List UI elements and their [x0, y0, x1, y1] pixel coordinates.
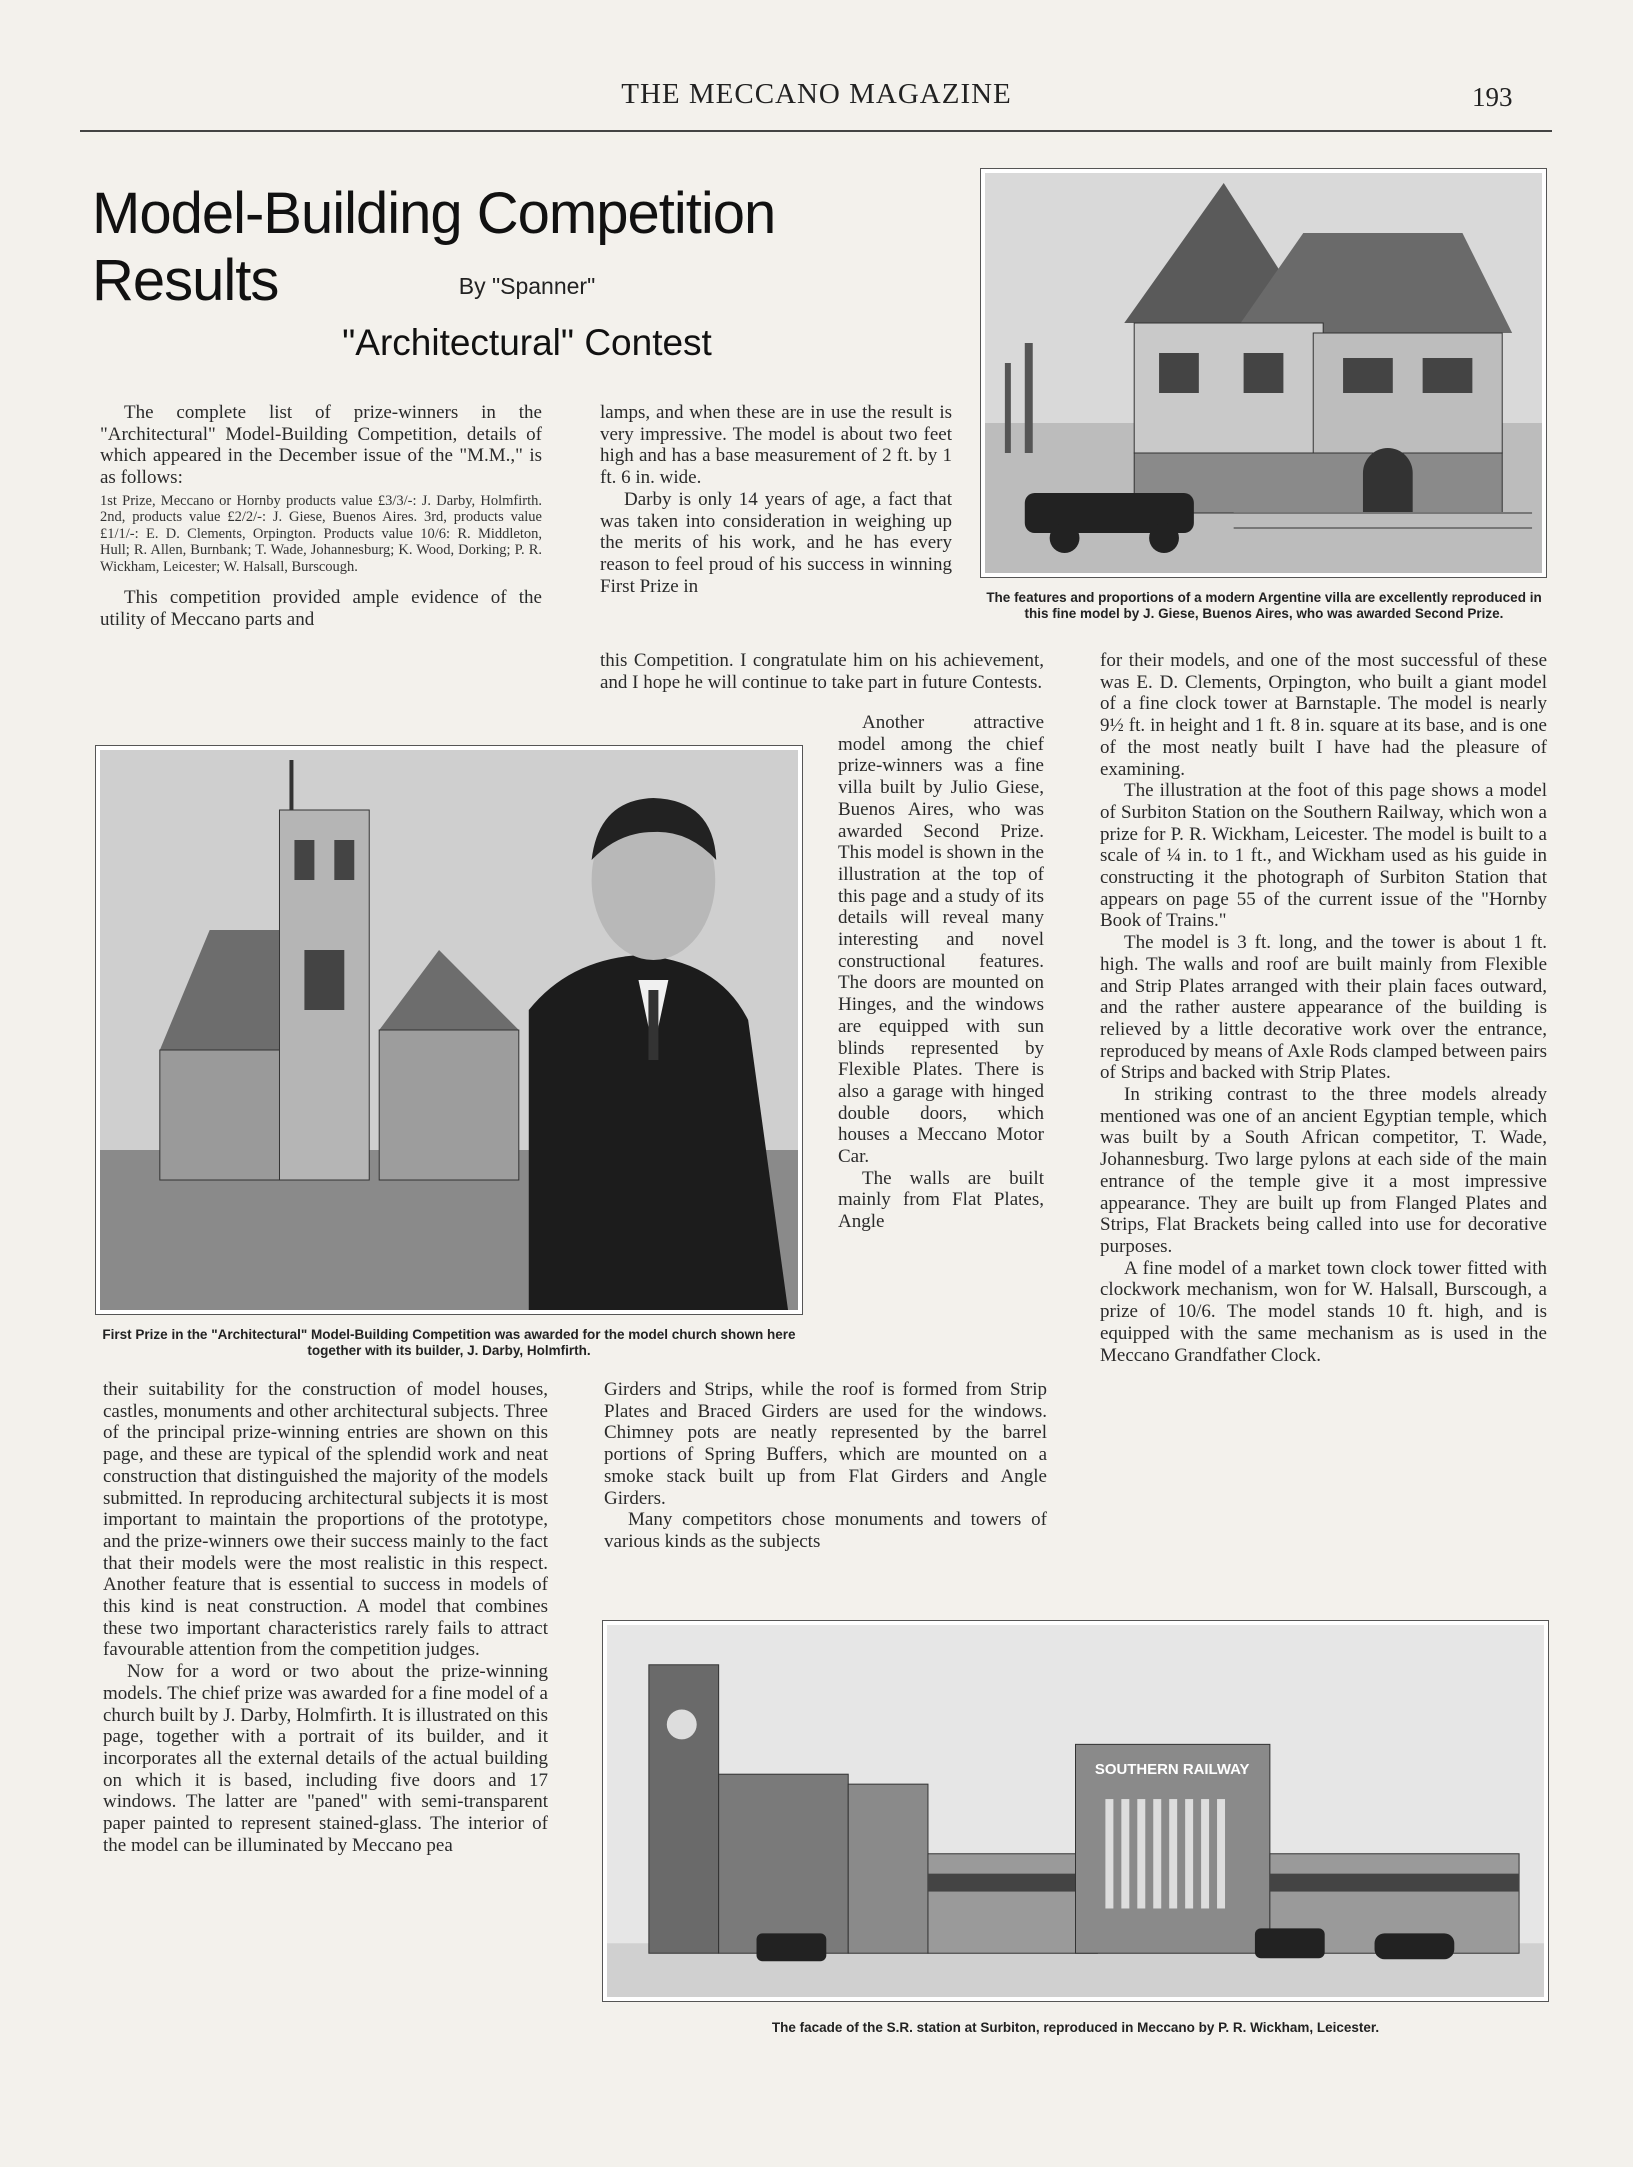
col1-bottom [103, 1379, 548, 1856]
col2-paragraph-4a: The walls are built mainly from Flat Plates, Angle [838, 1167, 1044, 1233]
article-subtitle: "Architectural" Contest [342, 322, 712, 363]
col2-paragraph-3: Another attractive model among the chief prize-winners was a fine villa built by Julio Giese, Buenos Aires, who was awarded Second Prize. This model is shown in the illustration at the top of this page and a study of its details will reveal many interesting and novel constructional features. The doors are mounted on Hinges, and the windows are equipped with sun blinds represented by Flexible Plates. There is also a garage with hinged double doors, which houses a Meccano Motor Car. [838, 712, 1044, 1168]
villa-caption: The features and proportions of a modern Argentine villa are excellently reproduced in this fine model by J. Giese, Buenos Aires, who was awarded Second Prize. [986, 590, 1542, 621]
magazine-title: THE MECCANO MAGAZINE [621, 78, 1012, 110]
station-sign-text: SOUTHERN RAILWAY [1094, 1761, 1250, 1779]
col3 [1100, 650, 1547, 1366]
villa-photo [980, 168, 1547, 578]
col3-paragraph-4: In striking contrast to the three models already mentioned was one of an ancient Egyptian temple, which was built by a South African competitor, T. Wade, Johannesburg. Two large pylons at each side of the main entrance of the temple give it a most impressive appearance. They are built up from Flanged Plates and Strips, Flat Brackets being called into use for decorative purposes. [1100, 1084, 1547, 1257]
col1-paragraph-3: their suitability for the construction of model houses, castles, monuments and other architectural subjects. Three of the principal prize-winning entries are shown on this page, and these are typical of the splendid work and neat construction that distinguished the majority of the models submitted. In reproducing architectural subjects it is most important to maintain the proportions of the prototype, and the prize-winners owe their success mainly to the fact that their models were the most realistic in this respect. Another feature that is essential to success in models of this kind is neat construction. A model that combines these two important characteristics rarely fails to attract favourable attention from the competition judges. [103, 1379, 548, 1661]
col2-paragraph-2b: this Competition. I congratulate him on his achievement, and I hope he will continue to take part in future Contests. [600, 650, 1044, 693]
col2-paragraph-1: lamps, and when these are in use the result is very impressive. The model is about two feet high and has a base measurement of 2 ft. by 1 ft. 6 in. wide. [600, 402, 952, 489]
col3-paragraph-5: A fine model of a market town clock tower fitted with clockwork mechanism, won for W. Halsall, Burscough, a prize of 10/6. The model stands 10 ft. high, and is equipped with the same mechanism as is used in the Meccano Grandfather Clock. [1100, 1257, 1547, 1366]
station-photo [602, 1620, 1549, 2002]
col1-paragraph-2: This competition provided ample evidence of the utility of Meccano parts and [100, 587, 542, 631]
prize-list: 1st Prize, Meccano or Hornby products value £3/3/-: J. Darby, Holmfirth. 2nd, products value £2/2/-: J. Giese, Buenos Aires. 3rd, products value £1/1/-: E. D. Clements, Orpington. Products value 10/6: R. Middleton, Hull; R. Allen, Burnbank; T. Wade, Johannesburg; K. Wood, Dorking; P. R. Wickham, Leicester; W. Halsall, Burscough. [100, 492, 542, 575]
article-title: Model-Building Competition Results [92, 181, 776, 313]
header-rule [80, 130, 1552, 132]
col2-narrow [838, 712, 1044, 1233]
col3-paragraph-2: The illustration at the foot of this page shows a model of Surbiton Station on the Southern Railway, which won a prize for P. R. Wickham, Leicester. The model is built to a scale of ¼ in. to 1 ft., and Wickham used as his guide in constructing it the photograph of Surbiton Station that appears on page 55 of the current issue of the "Hornby Book of Trains." [1100, 780, 1547, 932]
col3-paragraph-3: The model is 3 ft. long, and the tower is about 1 ft. high. The walls and roof are built mainly from Flexible and Strip Plates arranged with their plain faces outward, and the rather austere appearance of the building is relieved by a little decorative work over the entrance, reproduced by means of Axle Rods clamped between pairs of Strips and backed with Strip Plates. [1100, 932, 1547, 1084]
col1-paragraph-4: Now for a word or two about the prize-winning models. The chief prize was awarded for a fine model of a church built by J. Darby, Holmfirth. It is illustrated on this page, together with a portrait of its builder, and it incorporates all the external details of the actual building on which it is based, including five doors and 17 windows. The latter are "paned" with semi-transparent paper painted to represent stained-glass. The interior of the model can be illuminated by Meccano pea [103, 1661, 548, 1856]
col1-top [100, 402, 542, 631]
col3-paragraph-1: for their models, and one of the most successful of these was E. D. Clements, Orpington, who built a giant model of a fine clock tower at Barnstaple. The model is nearly 9½ ft. in height and 1 ft. 8 in. square at its base, and is one of the most neatly built I have had the pleasure of examining. [1100, 650, 1547, 780]
byline: By "Spanner" [458, 273, 596, 299]
intro-paragraph: The complete list of prize-winners in the "Architectural" Model-Building Competition, details of which appeared in the December issue of the "M.M.," is as follows: [100, 402, 542, 489]
col2-paragraph-2: Darby is only 14 years of age, a fact that was taken into consideration in weighing up the merits of his work, and he has every reason to feel proud of his success in winning First Prize in [600, 488, 952, 597]
station-caption: The facade of the S.R. station at Surbiton, reproduced in Meccano by P. R. Wickham, Leicester. [771, 2020, 1380, 2035]
page-number: 193 [1472, 82, 1513, 112]
col2-top [600, 402, 952, 597]
col2-paragraph-5: Many competitors chose monuments and towers of various kinds as the subjects [604, 1509, 1047, 1552]
church-caption: First Prize in the "Architectural" Model-Building Competition was awarded for the model church shown here together with its builder, J. Darby, Holmfirth. [102, 1327, 796, 1358]
church-photo [95, 745, 803, 1315]
col2-paragraph-4b: Girders and Strips, while the roof is formed from Strip Plates and Braced Girders are used for the windows. Chimney pots are neatly represented by the barrel portions of Spring Buffers, which are mounted on a smoke stack built up from Flat Girders and Angle Girders. [604, 1379, 1047, 1509]
col2-bottom [604, 1379, 1047, 1553]
